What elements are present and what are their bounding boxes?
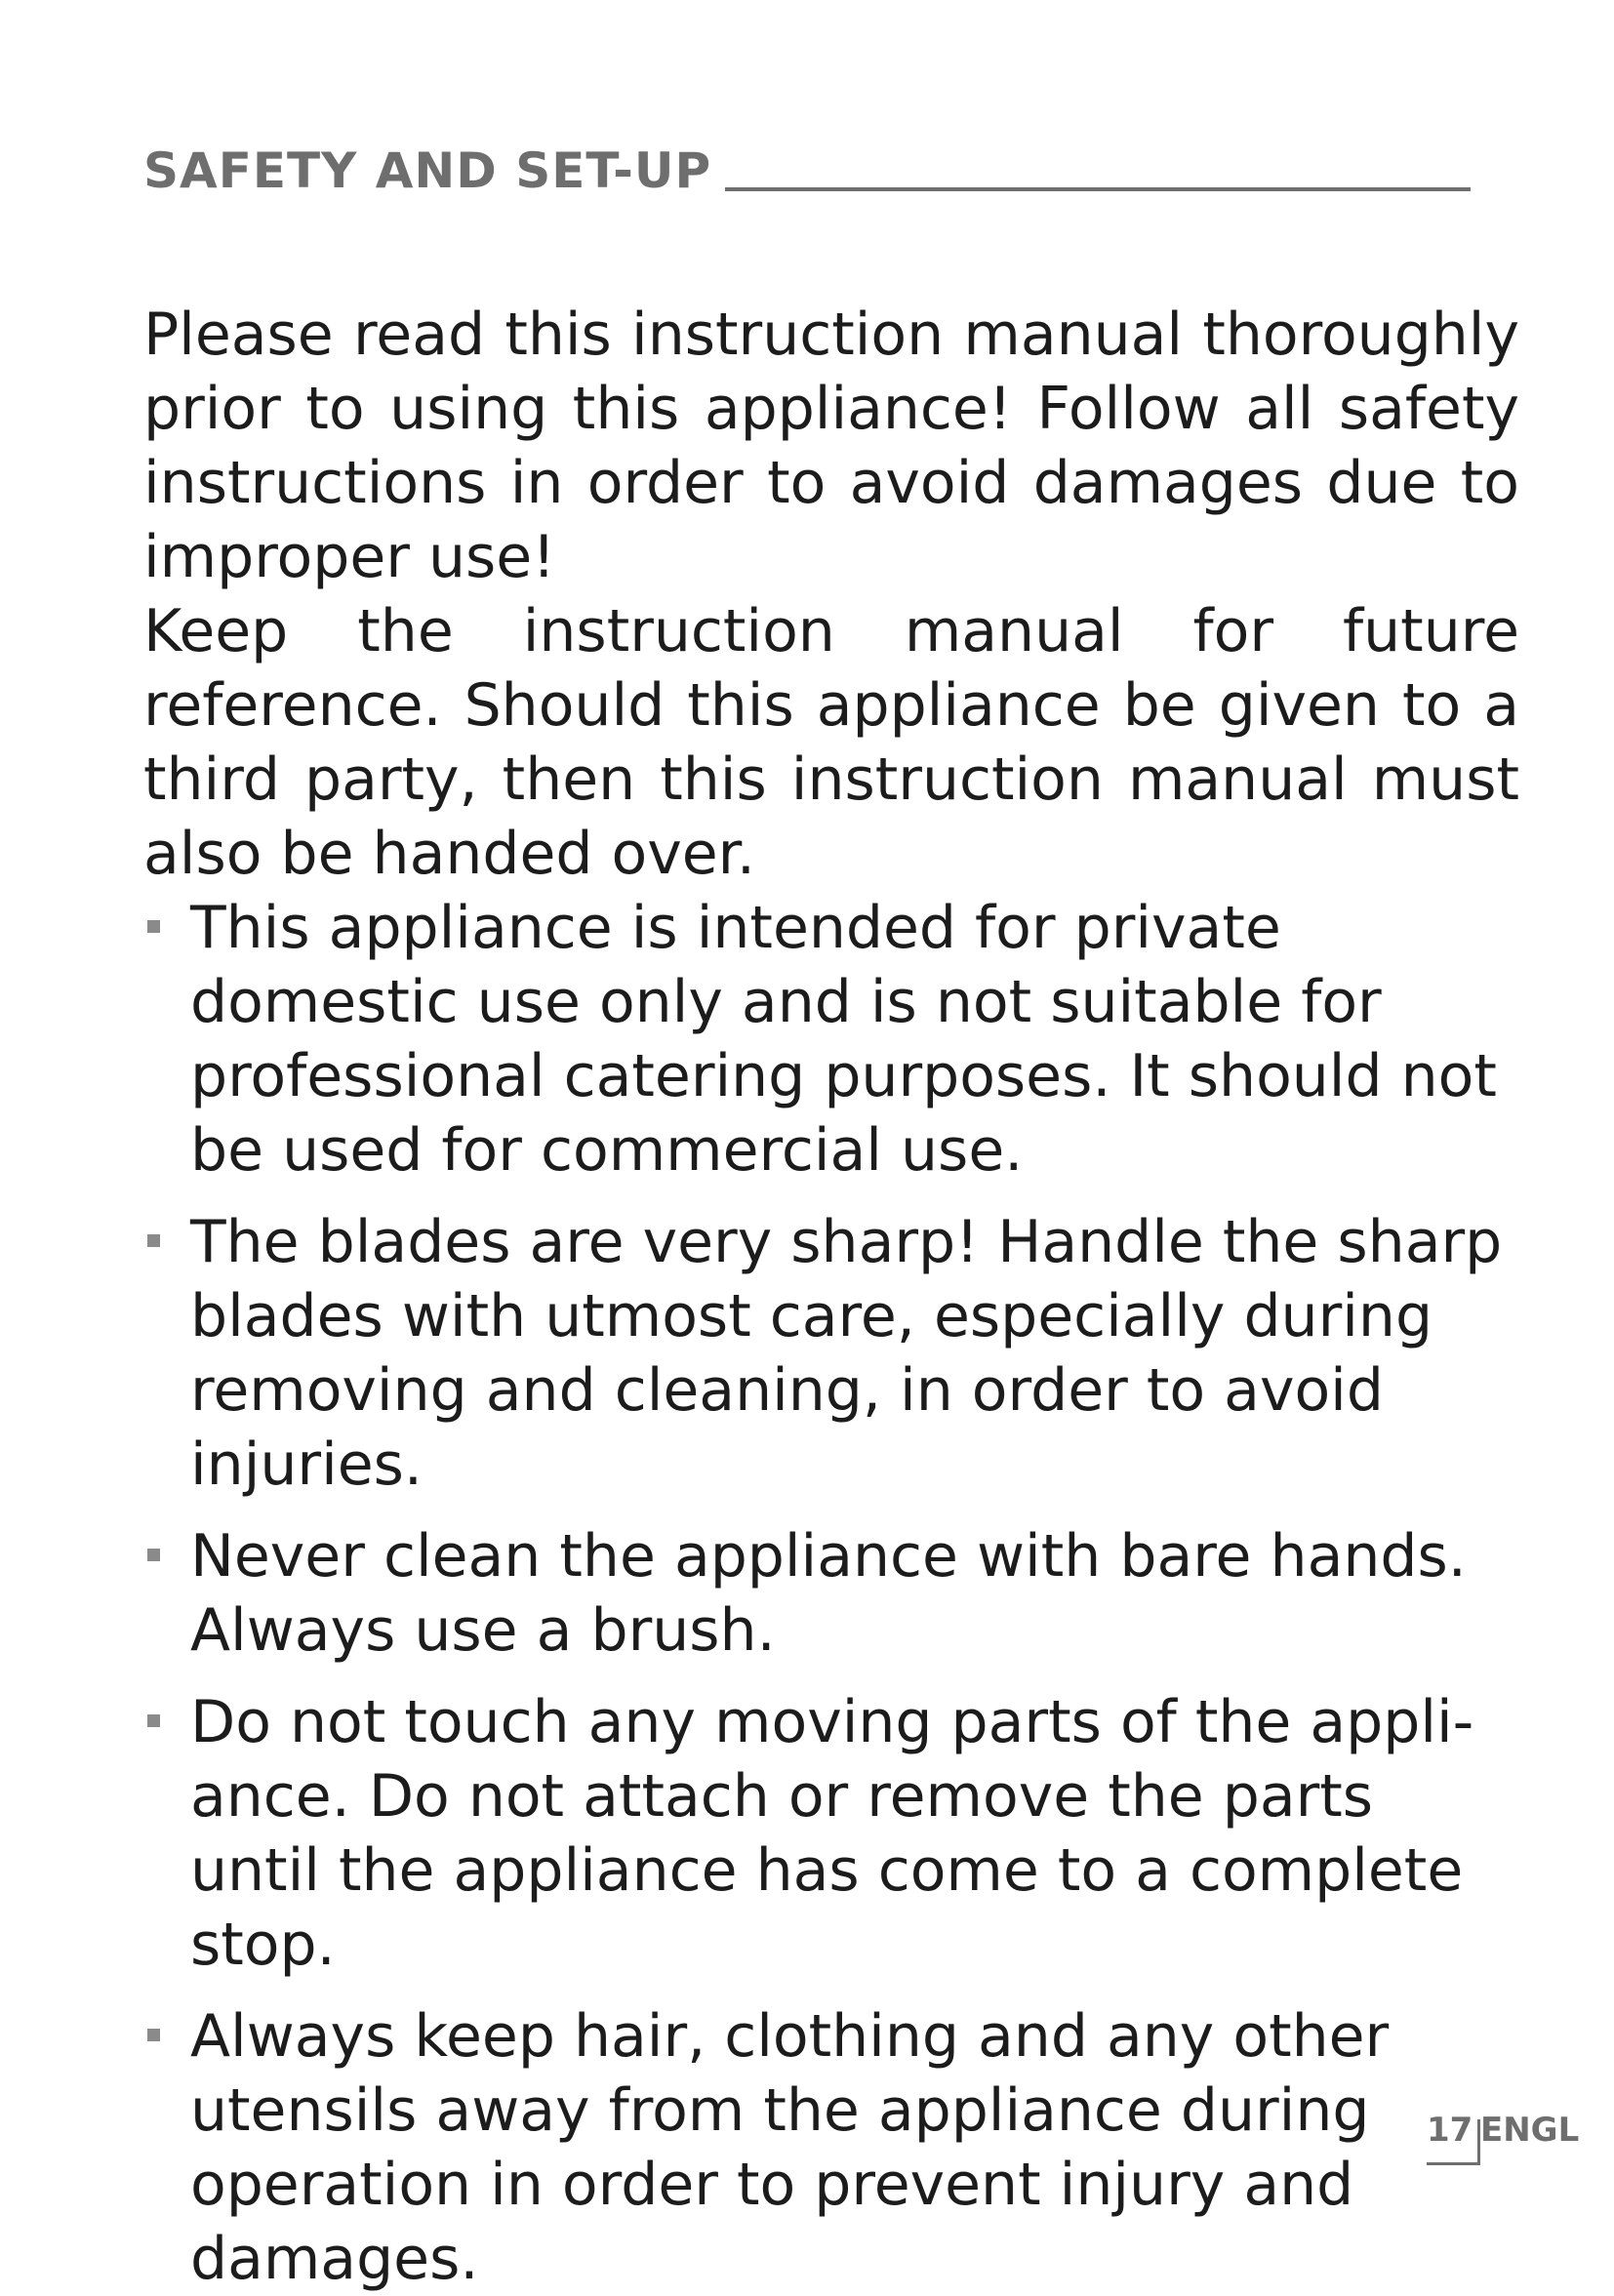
square-bullet-icon: [147, 1549, 160, 1561]
square-bullet-icon: [147, 1234, 160, 1247]
language-label: ENGL: [1480, 2111, 1580, 2150]
square-bullet-icon: [147, 920, 160, 933]
intro-paragraph: Keep the instruction manual for future reference. Should this appliance be given to a third party, then this instruction manual must also be handed over.: [143, 597, 1519, 888]
heading-rule: [725, 187, 1471, 191]
list-item: [143, 1685, 1519, 1982]
safety-list: [143, 891, 1519, 2296]
list-item-text: The blades are very sharp! Handle the sharp blades with utmost care, especially during removing and cleaning, in order to avoid injuries.: [190, 1208, 1503, 1499]
corner-mark-horizontal: [1427, 2162, 1480, 2165]
section-heading: [143, 142, 1471, 199]
list-item: [143, 1519, 1519, 1668]
page-footer: [1427, 2111, 1583, 2176]
list-item-text: Do not touch any moving parts of the appliance. Do not attach or remove the parts until the appliance has come to a complete stop.: [190, 1688, 1474, 1979]
list-item: [143, 891, 1519, 1188]
list-item: [143, 1999, 1519, 2296]
list-item-text: Never clean the appliance with bare hands. Always use a brush.: [190, 1522, 1467, 1665]
section-title: SAFETY AND SET-UP: [143, 142, 712, 199]
corner-mark-vertical: [1477, 2119, 1480, 2164]
square-bullet-icon: [147, 1714, 160, 1727]
page-number: 17: [1427, 2111, 1473, 2150]
body-text: [143, 298, 1519, 2296]
list-item-text: This appliance is intended for private domestic use only and is not suitable for professional catering purposes. It should not be used for commercial use.: [190, 894, 1497, 1185]
list-item: [143, 1205, 1519, 1502]
list-item-text: Always keep hair, clothing and any other utensils away from the appliance during operation in order to prevent injury and damages.: [190, 2002, 1390, 2293]
intro-paragraph: Please read this instruction manual thoroughly prior to using this appliance! Follow all safety instructions in order to avoid damages due to improper use!: [143, 301, 1519, 591]
square-bullet-icon: [147, 2029, 160, 2041]
